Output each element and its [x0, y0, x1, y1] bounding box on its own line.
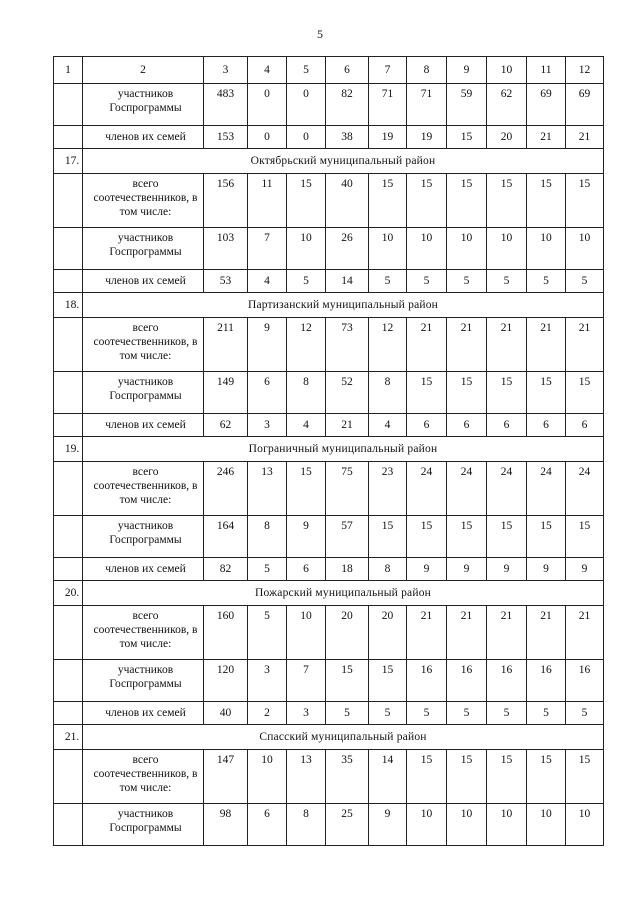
section-header-row: [54, 581, 604, 606]
value-cell: 14: [326, 270, 369, 293]
value-cell: 40: [204, 702, 248, 725]
value-cell: 3: [287, 702, 326, 725]
value-cell: 7: [248, 228, 287, 270]
value-cell: 98: [204, 804, 248, 846]
value-cell: 160: [204, 606, 248, 660]
value-cell: 10: [566, 228, 604, 270]
value-cell: 16: [407, 660, 447, 702]
table-row-families: [54, 414, 604, 437]
table-row-participants: [54, 228, 604, 270]
number-cell-empty: [54, 516, 83, 558]
row-label: членов их семей: [83, 558, 204, 581]
row-label: всего соотечественников, в том числе:: [83, 750, 204, 804]
number-cell-empty: [54, 174, 83, 228]
value-cell: 10: [287, 228, 326, 270]
value-cell: 5: [407, 702, 447, 725]
row-label: всего соотечественников, в том числе:: [83, 318, 204, 372]
value-cell: 69: [527, 84, 566, 126]
value-cell: 6: [407, 414, 447, 437]
value-cell: 20: [369, 606, 407, 660]
value-cell: 21: [566, 126, 604, 149]
table-row-all: [54, 318, 604, 372]
value-cell: 156: [204, 174, 248, 228]
value-cell: 15: [566, 372, 604, 414]
value-cell: 5: [487, 702, 527, 725]
number-cell-empty: [54, 750, 83, 804]
number-cell-empty: [54, 804, 83, 846]
value-cell: 10: [287, 606, 326, 660]
value-cell: 8: [287, 372, 326, 414]
value-cell: 24: [447, 462, 487, 516]
table-row-all: [54, 606, 604, 660]
value-cell: 6: [248, 804, 287, 846]
value-cell: 10: [566, 804, 604, 846]
value-cell: 5: [527, 702, 566, 725]
table-row-participants: [54, 516, 604, 558]
value-cell: 15: [407, 750, 447, 804]
number-cell-empty: [54, 84, 83, 126]
row-label: членов их семей: [83, 126, 204, 149]
number-cell-empty: [54, 606, 83, 660]
section-number: 21.: [54, 725, 83, 750]
section-title: Спасский муниципальный район: [83, 725, 604, 750]
value-cell: 5: [566, 270, 604, 293]
section-title: Партизанский муниципальный район: [83, 293, 604, 318]
row-label: членов их семей: [83, 702, 204, 725]
value-cell: 7: [287, 660, 326, 702]
value-cell: 5: [527, 270, 566, 293]
section-number: 19.: [54, 437, 83, 462]
value-cell: 16: [527, 660, 566, 702]
value-cell: 62: [487, 84, 527, 126]
value-cell: 9: [447, 558, 487, 581]
section-title: Пограничный муниципальный район: [83, 437, 604, 462]
value-cell: 15: [369, 174, 407, 228]
value-cell: 15: [369, 516, 407, 558]
value-cell: 10: [527, 228, 566, 270]
number-cell-empty: [54, 372, 83, 414]
table-row-families: [54, 270, 604, 293]
table-body: [54, 57, 604, 846]
value-cell: 6: [447, 414, 487, 437]
value-cell: 11: [248, 174, 287, 228]
value-cell: 15: [326, 660, 369, 702]
value-cell: 5: [369, 270, 407, 293]
value-cell: 12: [369, 318, 407, 372]
number-cell-empty: [54, 558, 83, 581]
value-cell: 15: [527, 174, 566, 228]
value-cell: 10: [369, 228, 407, 270]
section-header-row: [54, 437, 604, 462]
value-cell: 15: [447, 750, 487, 804]
column-header: 7: [369, 57, 407, 84]
value-cell: 9: [407, 558, 447, 581]
value-cell: 10: [248, 750, 287, 804]
value-cell: 82: [326, 84, 369, 126]
value-cell: 15: [447, 372, 487, 414]
value-cell: 10: [447, 804, 487, 846]
row-label: всего соотечественников, в том числе:: [83, 174, 204, 228]
column-header: 1: [54, 57, 83, 84]
value-cell: 5: [447, 702, 487, 725]
table-row-all: [54, 174, 604, 228]
value-cell: 15: [447, 516, 487, 558]
value-cell: 483: [204, 84, 248, 126]
value-cell: 26: [326, 228, 369, 270]
value-cell: 53: [204, 270, 248, 293]
section-header-row: [54, 725, 604, 750]
value-cell: 21: [566, 606, 604, 660]
value-cell: 9: [527, 558, 566, 581]
value-cell: 16: [487, 660, 527, 702]
value-cell: 10: [447, 228, 487, 270]
value-cell: 23: [369, 462, 407, 516]
value-cell: 82: [204, 558, 248, 581]
value-cell: 15: [287, 462, 326, 516]
number-cell-empty: [54, 660, 83, 702]
value-cell: 21: [566, 318, 604, 372]
value-cell: 2: [248, 702, 287, 725]
value-cell: 4: [287, 414, 326, 437]
value-cell: 149: [204, 372, 248, 414]
column-header: 12: [566, 57, 604, 84]
value-cell: 4: [369, 414, 407, 437]
value-cell: 21: [527, 318, 566, 372]
value-cell: 15: [407, 372, 447, 414]
number-cell-empty: [54, 702, 83, 725]
column-header: 11: [527, 57, 566, 84]
value-cell: 21: [326, 414, 369, 437]
value-cell: 69: [566, 84, 604, 126]
header-row: [54, 57, 604, 84]
value-cell: 16: [447, 660, 487, 702]
value-cell: 15: [447, 174, 487, 228]
value-cell: 4: [248, 270, 287, 293]
value-cell: 5: [407, 270, 447, 293]
value-cell: 9: [566, 558, 604, 581]
value-cell: 25: [326, 804, 369, 846]
value-cell: 5: [447, 270, 487, 293]
value-cell: 8: [248, 516, 287, 558]
table-row-all: [54, 750, 604, 804]
value-cell: 147: [204, 750, 248, 804]
value-cell: 5: [566, 702, 604, 725]
value-cell: 9: [369, 804, 407, 846]
table-row-participants: [54, 372, 604, 414]
row-label: членов их семей: [83, 270, 204, 293]
row-label: участников Госпрограммы: [83, 660, 204, 702]
table-row-all: [54, 462, 604, 516]
value-cell: 15: [527, 372, 566, 414]
value-cell: 5: [487, 270, 527, 293]
number-cell-empty: [54, 126, 83, 149]
value-cell: 6: [487, 414, 527, 437]
section-number: 20.: [54, 581, 83, 606]
value-cell: 8: [369, 558, 407, 581]
value-cell: 0: [248, 84, 287, 126]
row-label: участников Госпрограммы: [83, 228, 204, 270]
value-cell: 5: [248, 558, 287, 581]
table-row-families: [54, 126, 604, 149]
number-cell-empty: [54, 414, 83, 437]
section-number: 17.: [54, 149, 83, 174]
row-label: членов их семей: [83, 414, 204, 437]
value-cell: 10: [487, 804, 527, 846]
section-header-row: [54, 149, 604, 174]
value-cell: 15: [407, 174, 447, 228]
column-header: 9: [447, 57, 487, 84]
value-cell: 15: [369, 660, 407, 702]
row-label: всего соотечественников, в том числе:: [83, 606, 204, 660]
value-cell: 20: [487, 126, 527, 149]
value-cell: 75: [326, 462, 369, 516]
value-cell: 15: [566, 750, 604, 804]
table-row-participants: [54, 660, 604, 702]
number-cell-empty: [54, 462, 83, 516]
row-label: всего соотечественников, в том числе:: [83, 462, 204, 516]
value-cell: 40: [326, 174, 369, 228]
row-label: участников Госпрограммы: [83, 804, 204, 846]
value-cell: 24: [566, 462, 604, 516]
value-cell: 15: [487, 750, 527, 804]
value-cell: 71: [407, 84, 447, 126]
column-header: 6: [326, 57, 369, 84]
value-cell: 164: [204, 516, 248, 558]
value-cell: 3: [248, 660, 287, 702]
value-cell: 153: [204, 126, 248, 149]
value-cell: 0: [287, 126, 326, 149]
value-cell: 246: [204, 462, 248, 516]
value-cell: 6: [248, 372, 287, 414]
table-row-families: [54, 558, 604, 581]
value-cell: 15: [566, 516, 604, 558]
value-cell: 9: [487, 558, 527, 581]
value-cell: 21: [487, 318, 527, 372]
value-cell: 12: [287, 318, 326, 372]
value-cell: 15: [566, 174, 604, 228]
value-cell: 71: [369, 84, 407, 126]
value-cell: 21: [527, 126, 566, 149]
section-title: Октябрьский муниципальный район: [83, 149, 604, 174]
value-cell: 10: [527, 804, 566, 846]
value-cell: 15: [487, 516, 527, 558]
value-cell: 8: [369, 372, 407, 414]
value-cell: 35: [326, 750, 369, 804]
value-cell: 21: [407, 606, 447, 660]
value-cell: 9: [248, 318, 287, 372]
value-cell: 73: [326, 318, 369, 372]
value-cell: 0: [248, 126, 287, 149]
value-cell: 15: [487, 174, 527, 228]
column-header: 4: [248, 57, 287, 84]
value-cell: 8: [287, 804, 326, 846]
column-header: 10: [487, 57, 527, 84]
value-cell: 62: [204, 414, 248, 437]
table-row-participants: [54, 84, 604, 126]
section-number: 18.: [54, 293, 83, 318]
value-cell: 52: [326, 372, 369, 414]
value-cell: 120: [204, 660, 248, 702]
value-cell: 15: [447, 126, 487, 149]
table-row-participants: [54, 804, 604, 846]
value-cell: 13: [287, 750, 326, 804]
value-cell: 6: [287, 558, 326, 581]
number-cell-empty: [54, 270, 83, 293]
value-cell: 21: [487, 606, 527, 660]
table-row-families: [54, 702, 604, 725]
value-cell: 10: [407, 804, 447, 846]
column-header: 8: [407, 57, 447, 84]
value-cell: 14: [369, 750, 407, 804]
value-cell: 15: [527, 516, 566, 558]
value-cell: 5: [248, 606, 287, 660]
value-cell: 38: [326, 126, 369, 149]
value-cell: 21: [447, 606, 487, 660]
value-cell: 15: [487, 372, 527, 414]
column-header: 2: [83, 57, 204, 84]
value-cell: 9: [287, 516, 326, 558]
statistics-table: [53, 56, 604, 846]
value-cell: 16: [566, 660, 604, 702]
value-cell: 15: [407, 516, 447, 558]
number-cell-empty: [54, 228, 83, 270]
value-cell: 3: [248, 414, 287, 437]
row-label: участников Госпрограммы: [83, 84, 204, 126]
number-cell-empty: [54, 318, 83, 372]
value-cell: 6: [566, 414, 604, 437]
value-cell: 21: [447, 318, 487, 372]
value-cell: 21: [407, 318, 447, 372]
value-cell: 15: [527, 750, 566, 804]
value-cell: 6: [527, 414, 566, 437]
value-cell: 24: [407, 462, 447, 516]
page-number: 5: [317, 27, 323, 41]
value-cell: 20: [326, 606, 369, 660]
value-cell: 10: [487, 228, 527, 270]
value-cell: 5: [287, 270, 326, 293]
row-label: участников Госпрограммы: [83, 516, 204, 558]
value-cell: 19: [369, 126, 407, 149]
value-cell: 5: [326, 702, 369, 725]
section-title: Пожарский муниципальный район: [83, 581, 604, 606]
value-cell: 21: [527, 606, 566, 660]
column-header: 5: [287, 57, 326, 84]
value-cell: 5: [369, 702, 407, 725]
section-header-row: [54, 293, 604, 318]
column-header: 3: [204, 57, 248, 84]
value-cell: 0: [287, 84, 326, 126]
value-cell: 13: [248, 462, 287, 516]
value-cell: 19: [407, 126, 447, 149]
value-cell: 15: [287, 174, 326, 228]
value-cell: 103: [204, 228, 248, 270]
value-cell: 211: [204, 318, 248, 372]
value-cell: 18: [326, 558, 369, 581]
value-cell: 57: [326, 516, 369, 558]
value-cell: 10: [407, 228, 447, 270]
value-cell: 59: [447, 84, 487, 126]
value-cell: 24: [527, 462, 566, 516]
value-cell: 24: [487, 462, 527, 516]
row-label: участников Госпрограммы: [83, 372, 204, 414]
